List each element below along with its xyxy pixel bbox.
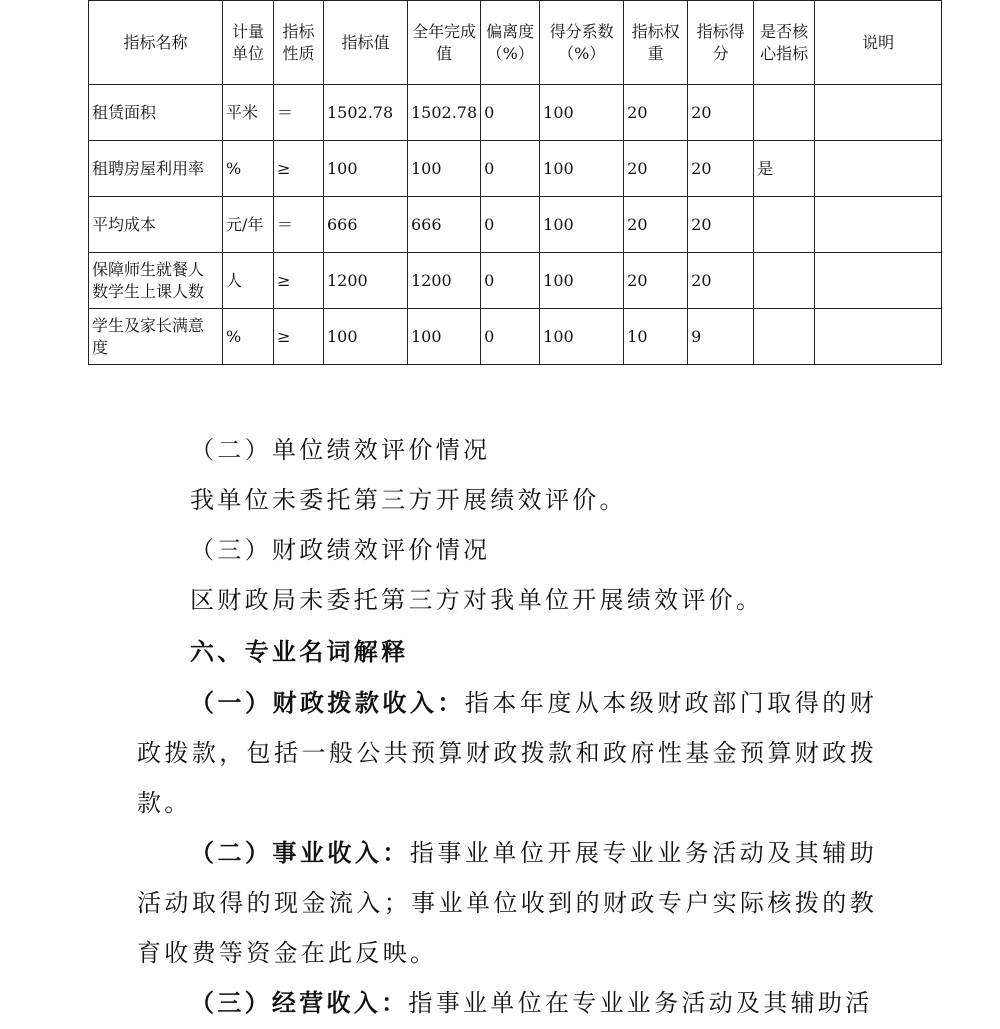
table-row — [89, 197, 942, 253]
table-row — [89, 309, 942, 365]
table-cell: ≥ — [274, 309, 324, 365]
table-cell — [815, 85, 942, 141]
table-cell: 100 — [540, 253, 624, 309]
table-cell: 9 — [688, 309, 754, 365]
table-cell: 10 — [624, 309, 688, 365]
term: （二）事业收入： — [190, 838, 410, 867]
table-cell: 保障师生就餐人数学生上课人数 — [89, 253, 223, 309]
table-cell: 20 — [624, 197, 688, 253]
column-header: 偏离度（%） — [481, 1, 540, 85]
term: （三）经营收入： — [190, 988, 409, 1017]
table-cell: % — [223, 141, 274, 197]
table-row — [89, 253, 942, 309]
table-cell: 元/年 — [223, 197, 274, 253]
table-cell: 20 — [688, 197, 754, 253]
table-cell: 666 — [324, 197, 408, 253]
column-header: 得分系数（%） — [540, 1, 624, 85]
table-cell — [754, 253, 815, 309]
table-cell: 20 — [688, 141, 754, 197]
glossary-item-operating-income — [137, 978, 877, 1028]
table-cell: 100 — [324, 141, 408, 197]
column-header: 全年完成值 — [408, 1, 481, 85]
table-cell: ＝ — [274, 197, 324, 253]
table-cell: 租聘房屋利用率 — [89, 141, 223, 197]
definition: 指本年度从本级财政部门取得的财政拨款，包括一般公共预算财政拨款和政府性基金预算财政拨款。 — [137, 689, 877, 817]
table-cell: ≥ — [274, 141, 324, 197]
glossary-item-business-income — [137, 828, 877, 978]
column-header: 指标性质 — [274, 1, 324, 85]
table-cell: 1200 — [324, 253, 408, 309]
table-cell: % — [223, 309, 274, 365]
table-cell: 0 — [481, 85, 540, 141]
table-cell: 100 — [540, 309, 624, 365]
table-cell: 0 — [481, 309, 540, 365]
table-cell — [815, 141, 942, 197]
table-cell: 学生及家长满意度 — [89, 309, 223, 365]
column-header: 指标权重 — [624, 1, 688, 85]
table-cell — [754, 85, 815, 141]
table-cell: 100 — [324, 309, 408, 365]
term: （一）财政拨款收入： — [190, 688, 465, 717]
table-cell: 租赁面积 — [89, 85, 223, 141]
table-cell: 人 — [223, 253, 274, 309]
table-cell: 平米 — [223, 85, 274, 141]
table-cell: 100 — [540, 197, 624, 253]
paragraph-unit-evaluation: 我单位未委托第三方开展绩效评价。 — [190, 486, 627, 514]
table-row — [89, 141, 942, 197]
table-cell: 20 — [624, 85, 688, 141]
table-cell — [815, 309, 942, 365]
section-heading-unit-evaluation: （二）单位绩效评价情况 — [190, 436, 491, 464]
table-cell — [815, 197, 942, 253]
table-cell: 20 — [688, 253, 754, 309]
table-cell: 0 — [481, 141, 540, 197]
table-cell: 平均成本 — [89, 197, 223, 253]
table-row — [89, 85, 942, 141]
table-cell: 0 — [481, 253, 540, 309]
performance-indicator-table — [88, 0, 942, 365]
table-cell: 100 — [408, 309, 481, 365]
column-header: 指标值 — [324, 1, 408, 85]
table-cell: 100 — [540, 85, 624, 141]
table-cell: 是 — [754, 141, 815, 197]
table-header-row — [89, 1, 942, 85]
column-header: 指标得分 — [688, 1, 754, 85]
table-cell: 100 — [408, 141, 481, 197]
definition: 指事业单位在专业业务活动及其辅助活 — [408, 989, 873, 1017]
glossary-item-fiscal-appropriation — [137, 678, 877, 828]
table-cell: 0 — [481, 197, 540, 253]
table-cell: 20 — [624, 253, 688, 309]
table-cell — [754, 309, 815, 365]
table-cell: 20 — [688, 85, 754, 141]
section-heading-glossary: 六、专业名词解释 — [190, 637, 409, 666]
table-cell: 666 — [408, 197, 481, 253]
table-cell: 100 — [540, 141, 624, 197]
table-cell: ≥ — [274, 253, 324, 309]
paragraph-finance-evaluation: 区财政局未委托第三方对我单位开展绩效评价。 — [190, 586, 764, 614]
table-cell: 20 — [624, 141, 688, 197]
column-header: 说明 — [815, 1, 942, 85]
definition: 指事业单位开展专业业务活动及其辅助活动取得的现金流入；事业单位收到的财政专户实际核拨的教育收费等资金在此反映。 — [137, 839, 877, 967]
column-header: 计量单位 — [223, 1, 274, 85]
column-header: 指标名称 — [89, 1, 223, 85]
table-cell: ＝ — [274, 85, 324, 141]
column-header: 是否核心指标 — [754, 1, 815, 85]
table-cell — [815, 253, 942, 309]
table-cell: 1502.78 — [324, 85, 408, 141]
table-cell: 1200 — [408, 253, 481, 309]
section-heading-finance-evaluation: （三）财政绩效评价情况 — [190, 536, 491, 564]
table-cell — [754, 197, 815, 253]
table-cell: 1502.78 — [408, 85, 481, 141]
